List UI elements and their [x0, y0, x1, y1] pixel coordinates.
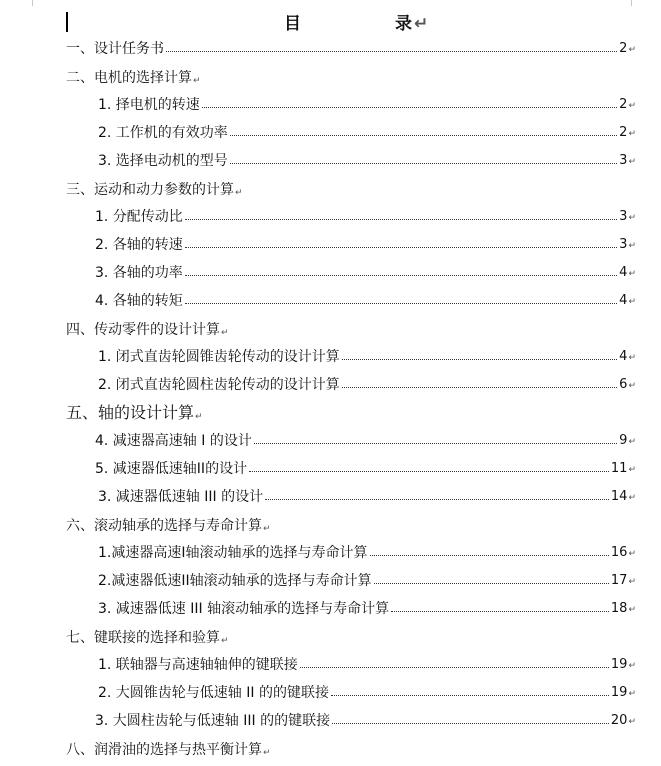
toc-entry-label: 2. 大圆锥齿轮与低速轴 II 的的键联接 — [98, 685, 329, 701]
toc-entry-label: 二、电机的选择计算 — [66, 70, 192, 86]
toc-entry-page: 4 — [619, 293, 628, 308]
toc-entry[interactable] — [98, 598, 636, 620]
dot-leader — [391, 611, 609, 612]
dot-leader — [185, 303, 617, 304]
dot-leader — [265, 499, 609, 500]
toc-entry-page: 9 — [619, 433, 628, 448]
toc-section-heading[interactable] — [66, 738, 271, 760]
paragraph-mark-icon: ↵ — [628, 689, 636, 699]
toc-entry-page: 6 — [619, 377, 628, 392]
dot-leader — [230, 135, 617, 136]
paragraph-mark-icon: ↵ — [628, 45, 636, 55]
toc-entry[interactable] — [98, 122, 636, 144]
toc-entry-page: 20 — [610, 713, 628, 728]
toc-entry[interactable] — [66, 38, 636, 60]
dot-leader — [332, 723, 609, 724]
paragraph-mark-icon: ↵ — [221, 328, 229, 338]
toc-entry-page: 3 — [619, 209, 628, 224]
toc-section-heading[interactable] — [66, 66, 201, 88]
toc-title-char-2: 录↵ — [395, 14, 430, 34]
dot-leader — [230, 163, 617, 164]
toc-entry-label: 1. 联轴器与高速轴轴伸的键联接 — [98, 657, 298, 673]
toc-entry-label: 3. 各轴的功率 — [95, 265, 183, 281]
paragraph-mark-icon: ↵ — [628, 269, 636, 279]
toc-entry-label: 1. 闭式直齿轮圆锥齿轮传动的设计计算 — [98, 349, 340, 365]
toc-entry-page: 14 — [610, 489, 628, 504]
toc-entry[interactable] — [98, 542, 636, 564]
toc-entry[interactable] — [95, 234, 636, 256]
toc-entry-label: 3. 大圆柱齿轮与低速轴 III 的的键联接 — [95, 713, 331, 729]
toc-entry[interactable] — [98, 486, 636, 508]
dot-leader — [249, 471, 609, 472]
paragraph-mark-icon: ↵ — [628, 213, 636, 223]
paragraph-mark-icon: ↵ — [628, 661, 636, 671]
toc-entry-page: 11 — [610, 461, 628, 476]
paragraph-mark-icon: ↵ — [628, 353, 636, 363]
paragraph-mark-icon: ↵ — [628, 577, 636, 587]
toc-entry-label: 4. 减速器高速轴 I 的设计 — [95, 433, 252, 449]
toc-entry-label: 3. 减速器低速 III 轴滚动轴承的选择与寿命计算 — [98, 601, 390, 617]
toc-title — [0, 9, 661, 33]
dot-leader — [166, 51, 617, 52]
toc-entry[interactable] — [95, 710, 636, 732]
toc-entry-page: 19 — [610, 657, 628, 672]
paragraph-mark-icon: ↵ — [221, 636, 229, 646]
toc-entry-label: 2. 闭式直齿轮圆柱齿轮传动的设计计算 — [98, 377, 340, 393]
toc-entry-label: 2.减速器低速II轴滚动轴承的选择与寿命计算 — [98, 573, 372, 589]
paragraph-mark-icon: ↵ — [628, 241, 636, 251]
toc-entry-label: 八、润滑油的选择与热平衡计算 — [66, 742, 262, 758]
toc-entry-page: 19 — [610, 685, 628, 700]
paragraph-mark-icon: ↵ — [193, 76, 201, 86]
dot-leader — [342, 359, 617, 360]
toc-entry-label: 3. 选择电动机的型号 — [98, 153, 228, 169]
toc-entry-page: 2 — [619, 41, 628, 56]
toc-entry[interactable] — [98, 94, 636, 116]
paragraph-mark-icon: ↵ — [628, 129, 636, 139]
paragraph-mark-icon: ↵ — [628, 101, 636, 111]
toc-entry-label: 七、键联接的选择和验算 — [66, 630, 220, 646]
toc-section-heading[interactable] — [66, 178, 243, 200]
toc-entry-label: 2. 各轴的转速 — [95, 237, 183, 253]
toc-entry-page: 2 — [619, 125, 628, 140]
toc-entry[interactable] — [98, 654, 636, 676]
paragraph-mark-icon: ↵ — [628, 437, 636, 447]
toc-entry-page: 16 — [610, 545, 628, 560]
toc-entry-label: 5. 减速器低速轴II的设计 — [95, 461, 248, 477]
toc-entry-label: 四、传动零件的设计计算 — [66, 322, 220, 338]
dot-leader — [185, 275, 617, 276]
toc-entry[interactable] — [95, 206, 636, 228]
toc-entry-label: 1.减速器高速I轴滚动轴承的选择与寿命计算 — [98, 545, 368, 561]
paragraph-mark-icon: ↵ — [628, 493, 636, 503]
toc-entry[interactable] — [95, 290, 636, 312]
toc-entry[interactable] — [98, 150, 636, 172]
paragraph-mark-icon: ↵ — [263, 748, 271, 758]
toc-entry[interactable] — [98, 570, 636, 592]
toc-entry-label: 3. 减速器低速轴 III 的设计 — [98, 489, 264, 505]
toc-entry-label: 1. 择电机的转速 — [98, 97, 200, 113]
page-corner-mark-left — [22, 0, 33, 6]
dot-leader — [254, 443, 617, 444]
dot-leader — [185, 247, 617, 248]
toc-entry-page: 4 — [619, 349, 628, 364]
dot-leader — [331, 695, 609, 696]
toc-entry-page: 4 — [619, 265, 628, 280]
dot-leader — [342, 387, 617, 388]
paragraph-mark-icon: ↵ — [628, 465, 636, 475]
toc-entry[interactable] — [98, 682, 636, 704]
toc-entry-label: 2. 工作机的有效功率 — [98, 125, 228, 141]
toc-entry[interactable] — [95, 262, 636, 284]
paragraph-mark-icon: ↵ — [628, 297, 636, 307]
toc-entry-label: 1. 分配传动比 — [95, 209, 183, 225]
toc-entry-page: 3 — [619, 237, 628, 252]
toc-entry[interactable] — [98, 374, 636, 396]
toc-section-heading[interactable] — [66, 318, 229, 340]
toc-entry-page: 17 — [610, 573, 628, 588]
toc-entry-label: 4. 各轴的转矩 — [95, 293, 183, 309]
dot-leader — [374, 583, 609, 584]
paragraph-mark-icon: ↵ — [195, 412, 203, 422]
dot-leader — [370, 555, 609, 556]
toc-entry-label: 六、滚动轴承的选择与寿命计算 — [66, 518, 262, 534]
toc-entry[interactable] — [98, 346, 636, 368]
page-corner-mark-right — [631, 0, 642, 6]
toc-entry[interactable] — [95, 458, 636, 480]
toc-entry-label: 一、设计任务书 — [66, 41, 164, 57]
toc-entry[interactable] — [95, 430, 636, 452]
paragraph-mark-icon: ↵ — [628, 549, 636, 559]
toc-section-heading[interactable] — [66, 514, 271, 536]
paragraph-mark-icon: ↵ — [628, 157, 636, 167]
paragraph-mark-icon: ↵ — [628, 381, 636, 391]
paragraph-mark-icon: ↵ — [628, 605, 636, 615]
toc-entry-label: 五、轴的设计计算 — [66, 403, 195, 422]
paragraph-mark-icon: ↵ — [263, 524, 271, 534]
toc-title-char-1: 目 — [284, 14, 302, 34]
paragraph-mark-icon: ↵ — [235, 188, 243, 198]
toc-entry-page: 3 — [619, 153, 628, 168]
toc-entry-page: 18 — [610, 601, 628, 616]
paragraph-mark-icon: ↵ — [628, 717, 636, 727]
dot-leader — [300, 667, 609, 668]
toc-section-heading[interactable] — [66, 626, 229, 648]
toc-entry-page: 2 — [619, 97, 628, 112]
toc-section-heading[interactable] — [66, 402, 203, 424]
dot-leader — [202, 107, 617, 108]
toc-entry-label: 三、运动和动力参数的计算 — [66, 182, 234, 198]
dot-leader — [185, 219, 617, 220]
